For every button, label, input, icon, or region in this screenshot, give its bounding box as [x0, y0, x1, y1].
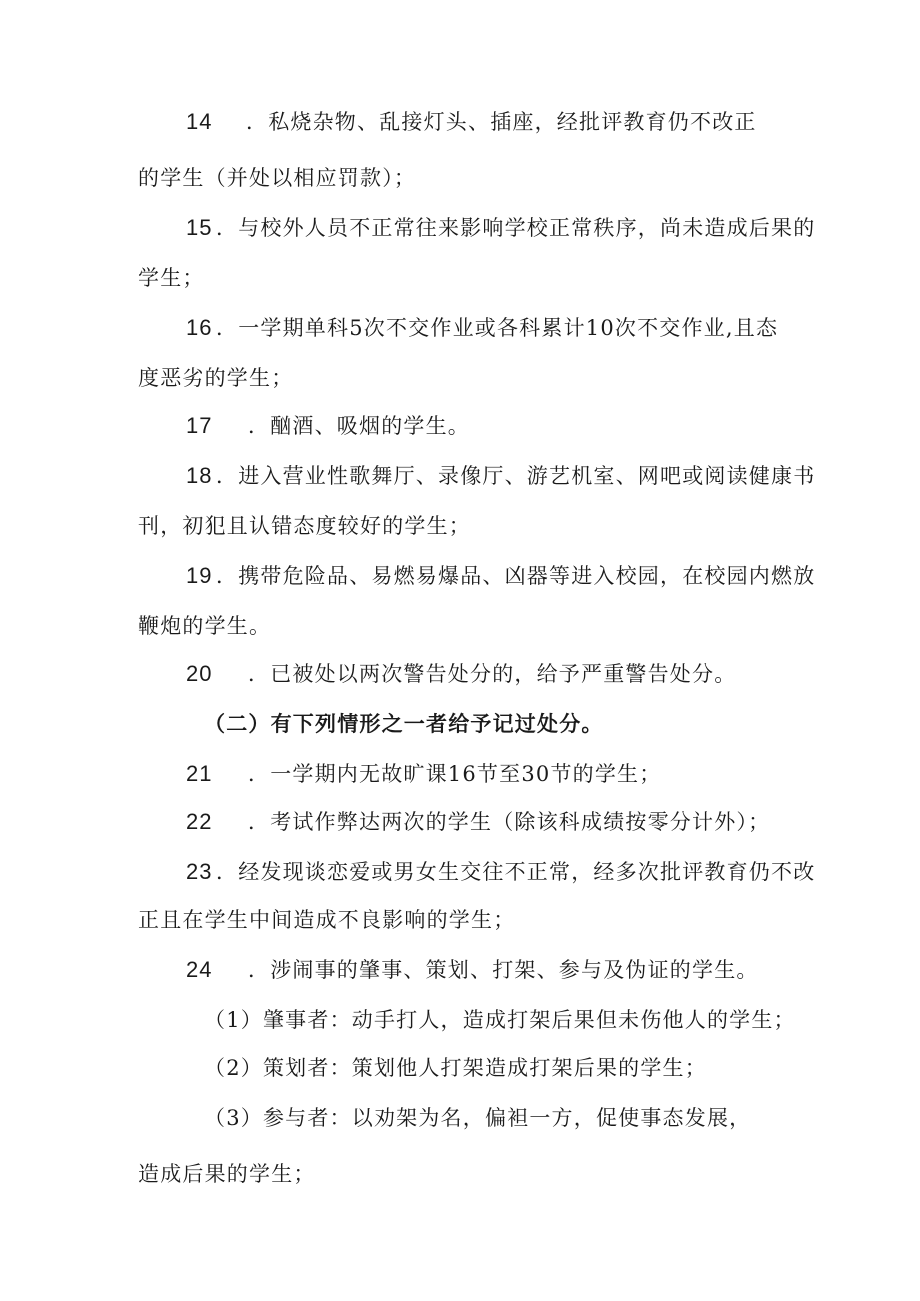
item-separator: ． [248, 810, 271, 834]
item-text: 私烧杂物、乱接灯头、插座，经批评教育仍不改正 [268, 110, 757, 134]
item-number: 17 [186, 413, 213, 438]
item-number: 21 [186, 761, 213, 786]
list-item [186, 108, 757, 136]
list-item [186, 214, 815, 242]
item-text: 与校外人员不正常往来影响学校正常秩序，尚未造成后果的 [238, 216, 816, 240]
list-item [186, 760, 661, 788]
item-number: 15 [186, 215, 213, 240]
item-number: 14 [186, 109, 213, 134]
item-number: 19 [186, 563, 213, 588]
item-separator: ． [216, 860, 239, 884]
continuation-line: 鞭炮的学生。 [138, 614, 272, 638]
list-item [186, 562, 815, 590]
item-number: 24 [186, 957, 213, 982]
item-separator: ． [216, 216, 239, 240]
item-text: 进入营业性歌舞厅、录像厅、游艺机室、网吧或阅读健康书 [238, 464, 816, 488]
continuation-line: 学生； [138, 266, 205, 290]
item-text: 一学期单科5次不交作业或各科累计10次不交作业,且态 [238, 316, 779, 340]
item-separator: ． [248, 762, 271, 786]
list-item [186, 858, 815, 886]
item-number: 20 [186, 661, 213, 686]
continuation-line: 正且在学生中间造成不良影响的学生； [138, 908, 516, 932]
item-separator: ． [248, 414, 271, 438]
item-text: 携带危险品、易燃易爆品、凶器等进入校园，在校园内燃放 [238, 564, 816, 588]
list-item [186, 956, 759, 984]
item-text: 已被处以两次警告处分的，给予严重警告处分。 [270, 662, 737, 686]
item-text: 酗酒、吸烟的学生。 [270, 414, 471, 438]
item-number: 16 [186, 315, 213, 340]
item-separator: ． [216, 316, 239, 340]
item-number: 22 [186, 809, 213, 834]
sub-item: （3）参与者：以劝架为名，偏袒一方，促使事态发展， [204, 1106, 752, 1130]
item-text: 考试作弊达两次的学生（除该科成绩按零分计外）； [270, 810, 771, 834]
continuation-line: 刊，初犯且认错态度较好的学生； [138, 514, 471, 538]
item-separator: ． [248, 958, 271, 982]
item-number: 23 [186, 859, 213, 884]
item-separator: ． [216, 564, 239, 588]
continuation-line: 度恶劣的学生； [138, 366, 294, 390]
section-heading: （二）有下列情形之一者给予记过处分。 [204, 711, 604, 736]
item-separator: ． [246, 110, 269, 134]
continuation-line: 造成后果的学生； [138, 1162, 316, 1186]
list-item [186, 660, 736, 688]
item-text: 涉闹事的肇事、策划、打架、参与及伪证的学生。 [270, 958, 759, 982]
continuation-line: 的学生（并处以相应罚款）； [138, 166, 417, 190]
sub-item: （1）肇事者：动手打人，造成打架后果但未伤他人的学生； [204, 1008, 796, 1032]
item-separator: ． [216, 464, 239, 488]
item-number: 18 [186, 463, 213, 488]
list-item [186, 462, 815, 490]
list-item [186, 412, 470, 440]
list-item [186, 314, 778, 342]
item-text: 经发现谈恋爱或男女生交往不正常，经多次批评教育仍不改 [238, 860, 816, 884]
list-item [186, 808, 770, 836]
item-text: 一学期内无故旷课16节至30节的学生； [270, 762, 662, 786]
sub-item: （2）策划者：策划他人打架造成打架后果的学生； [204, 1056, 707, 1080]
item-separator: ． [248, 662, 271, 686]
